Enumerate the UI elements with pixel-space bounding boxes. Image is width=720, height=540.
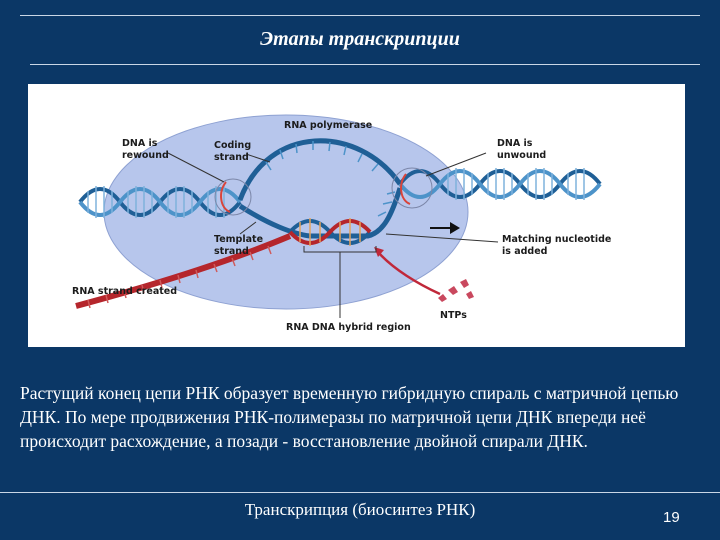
label-dna-rewound-line2: rewound [122, 150, 169, 161]
label-dna-rewound-line1: DNA is [122, 138, 158, 149]
footer-title: Транскрипция (биосинтез РНК) [244, 500, 476, 519]
label-coding-strand-line2: strand [214, 152, 249, 163]
page-number: 19 [663, 509, 680, 526]
slide-title: Этапы транскрипции [260, 28, 460, 50]
footer-rule [0, 492, 720, 493]
label-matching-nucleotide-line1: Matching nucleotide [502, 234, 612, 245]
body-paragraph: Растущий конец цепи РНК образует временную гибридную спираль с матричной цепью ДНК. По мере продвижения РНК-полимеразы по матричной цепи ДНК впереди неё происходит расхождение, а позади - восстановление двойной спирали ДНК. [20, 383, 679, 451]
label-template-strand-line1: Template [214, 234, 264, 245]
label-coding-strand-line1: Coding [214, 140, 252, 151]
label-template-strand-line2: strand [214, 246, 249, 257]
label-rna-dna-hybrid: RNA DNA hybrid region [286, 322, 411, 333]
diagram-svg [28, 84, 685, 347]
top-rule [20, 15, 700, 16]
transcription-diagram [28, 84, 685, 347]
label-ntps: NTPs [440, 310, 467, 321]
label-dna-unwound-line1: DNA is [497, 138, 533, 149]
label-rna-polymerase: RNA polymerase [284, 120, 373, 131]
ntp-molecules [438, 279, 474, 302]
label-matching-nucleotide-line2: is added [502, 246, 548, 257]
title-underline [30, 64, 700, 65]
label-rna-strand-created: RNA strand created [72, 286, 178, 297]
label-dna-unwound-line2: unwound [497, 150, 547, 161]
